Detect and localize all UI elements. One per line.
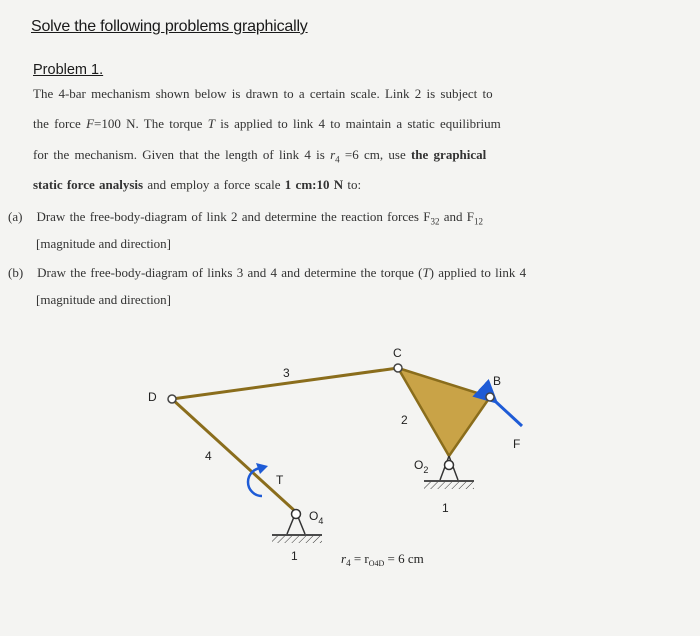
label-link-2: 2 — [401, 413, 408, 427]
joint-b — [486, 393, 494, 401]
problem-title: Problem 1. — [33, 62, 104, 78]
ground-pivot-o2 — [424, 456, 474, 489]
part-b-line-1: (b) Draw the free-body-diagram of links 3 and 4 and determine the torque (T) applied to link 4 — [8, 265, 527, 280]
force-f-arrow — [496, 402, 522, 426]
part-b-line-2: [magnitude and direction] — [36, 292, 172, 307]
label-ground-1-left: 1 — [291, 549, 298, 563]
label-ground-1-right: 1 — [442, 501, 449, 515]
label-force-f: F — [513, 437, 521, 451]
label-link-3: 3 — [283, 366, 290, 380]
link-2-body — [398, 368, 490, 456]
problem-text-line-3: for the mechanism. Given that the length of link 4 is $r_4 =6$ cm, use the graphical — [33, 147, 487, 165]
link-4 — [172, 399, 296, 512]
joint-d — [168, 395, 176, 403]
label-c: C — [393, 346, 402, 360]
label-torque-t: T — [276, 473, 284, 487]
label-link-4: 4 — [205, 449, 212, 463]
length-equation: $r_4 = r_{O4D} = 6$ cm — [341, 551, 424, 568]
torque-t-arc — [248, 463, 268, 496]
joint-c — [394, 364, 402, 372]
label-b: B — [493, 374, 502, 388]
page-heading: Solve the following problems graphically — [31, 18, 308, 35]
part-a-line-1: (a) Draw the free-body-diagram of link 2 and determine the reaction forces $F_{32}$ and $F_{12}$ — [8, 209, 483, 227]
part-a-line-2: [magnitude and direction] — [36, 236, 172, 251]
label-o2: $O_2$ — [414, 458, 429, 475]
label-d: D — [148, 390, 157, 404]
problem-text-line-1: The 4-bar mechanism shown below is drawn to a certain scale. Link 2 is subject to — [33, 86, 493, 101]
problem-text-line-4: static force analysis and employ a force scale 1 cm:10 N to: — [33, 177, 362, 192]
problem-text-line-2: the force F=100 N. The torque T is applied to link 4 to maintain a static equilibrium — [33, 116, 501, 131]
label-o4: $O_4$ — [309, 509, 324, 526]
